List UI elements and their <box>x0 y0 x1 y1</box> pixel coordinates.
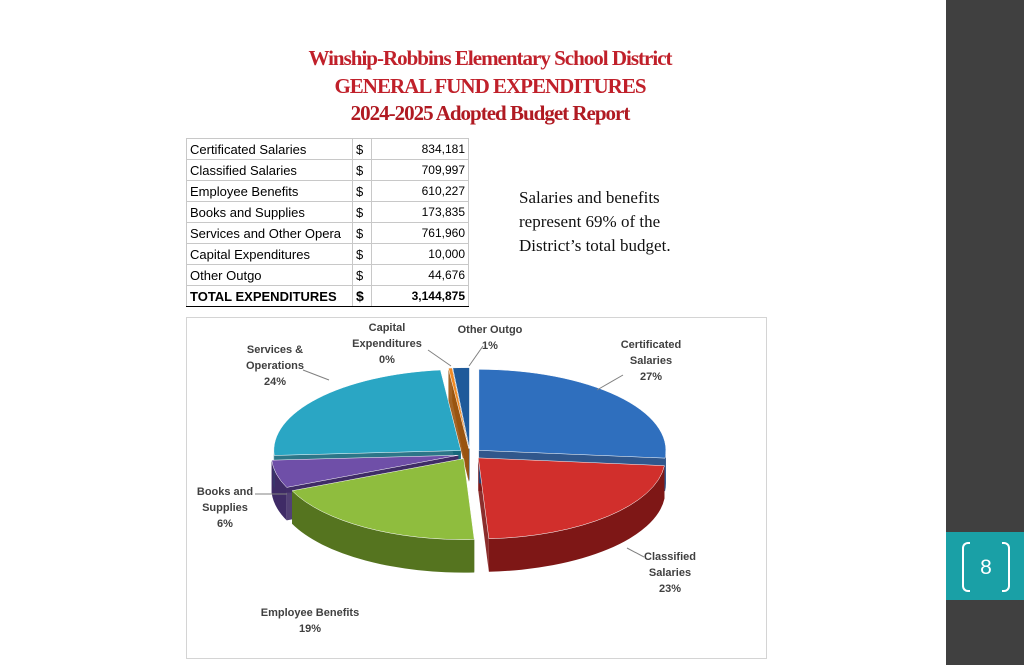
pie-label-services-operations: Services & <box>246 344 304 356</box>
title-report: 2024-2025 Adopted Budget Report <box>350 101 630 125</box>
title-district: Winship-Robbins Elementary School District <box>308 46 672 70</box>
row-currency: $ <box>353 244 372 265</box>
row-amount: 44,676 <box>372 265 469 286</box>
row-currency: $ <box>353 265 372 286</box>
pie-label-books-and-supplies: Books and <box>196 486 254 498</box>
pie-label-books-and-supplies: Supplies <box>202 502 248 514</box>
table-row <box>187 244 469 265</box>
pie-label-classified-salaries: Salaries <box>648 567 692 579</box>
pie-label-services-operations: 24% <box>263 376 287 388</box>
table-row <box>187 181 469 202</box>
row-currency: $ <box>353 223 372 244</box>
row-currency: $ <box>353 139 372 160</box>
pie-label-capital-expenditures: 0% <box>379 354 395 366</box>
pie-label-capital-expenditures: Expenditures <box>352 338 422 350</box>
row-amount: 610,227 <box>372 181 469 202</box>
row-label: Certificated Salaries <box>187 139 353 160</box>
total-amount: 3,144,875 <box>372 286 469 307</box>
row-label: Other Outgo <box>187 265 353 286</box>
pie-label-certificated-salaries: 27% <box>639 371 663 383</box>
leader-line-services-operations <box>303 370 329 380</box>
pie-label-employee-benefits: 19% <box>298 623 322 635</box>
table-row <box>187 160 469 181</box>
table-row <box>187 223 469 244</box>
row-label: Books and Supplies <box>187 202 353 223</box>
pie-label-certificated-salaries: Certificated <box>620 339 682 351</box>
salaries-note <box>519 186 739 258</box>
pie-slice-services-operations <box>274 370 461 455</box>
row-amount: 709,997 <box>372 160 469 181</box>
row-amount: 834,181 <box>372 139 469 160</box>
row-currency: $ <box>353 202 372 223</box>
pie-label-capital-expenditures: Capital <box>368 322 406 334</box>
pie-label-services-operations: Operations <box>245 360 305 372</box>
leader-line-other-outgo <box>469 346 483 366</box>
row-label: Employee Benefits <box>187 181 353 202</box>
note-line: District’s total budget. <box>519 236 671 255</box>
pie-label-certificated-salaries: Salaries <box>629 355 673 367</box>
row-label: Classified Salaries <box>187 160 353 181</box>
total-currency: $ <box>353 286 372 307</box>
note-line: represent 69% of the <box>519 212 661 231</box>
row-currency: $ <box>353 160 372 181</box>
table-row <box>187 202 469 223</box>
pie-label-classified-salaries: Classified <box>644 551 696 563</box>
leader-line-classified-salaries <box>627 548 644 557</box>
pie-label-other-outgo: Other Outgo <box>457 324 523 336</box>
row-amount: 10,000 <box>372 244 469 265</box>
note-line: Salaries and benefits <box>519 188 660 207</box>
table-row <box>187 139 469 160</box>
table-row <box>187 265 469 286</box>
total-label: TOTAL EXPENDITURES <box>187 286 353 307</box>
row-amount: 173,835 <box>372 202 469 223</box>
pie-label-classified-salaries: 23% <box>658 583 682 595</box>
page-number: 8 <box>980 556 992 579</box>
total-row <box>187 286 469 307</box>
row-label: Capital Expenditures <box>187 244 353 265</box>
row-label: Services and Other Opera <box>187 223 353 244</box>
leader-line-certificated-salaries <box>597 375 623 390</box>
title-fund: GENERAL FUND EXPENDITURES <box>334 74 646 98</box>
leader-line-capital-expenditures <box>428 350 451 366</box>
expenditure-table <box>186 138 469 307</box>
expenditure-pie-chart <box>187 318 766 658</box>
row-currency: $ <box>353 181 372 202</box>
pie-label-employee-benefits: Employee Benefits <box>260 607 360 619</box>
pie-label-books-and-supplies: 6% <box>217 518 233 530</box>
pie-chart-frame <box>186 317 767 659</box>
pie-label-other-outgo: 1% <box>482 340 498 352</box>
pie-slice-certificated-salaries <box>479 369 666 458</box>
row-amount: 761,960 <box>372 223 469 244</box>
